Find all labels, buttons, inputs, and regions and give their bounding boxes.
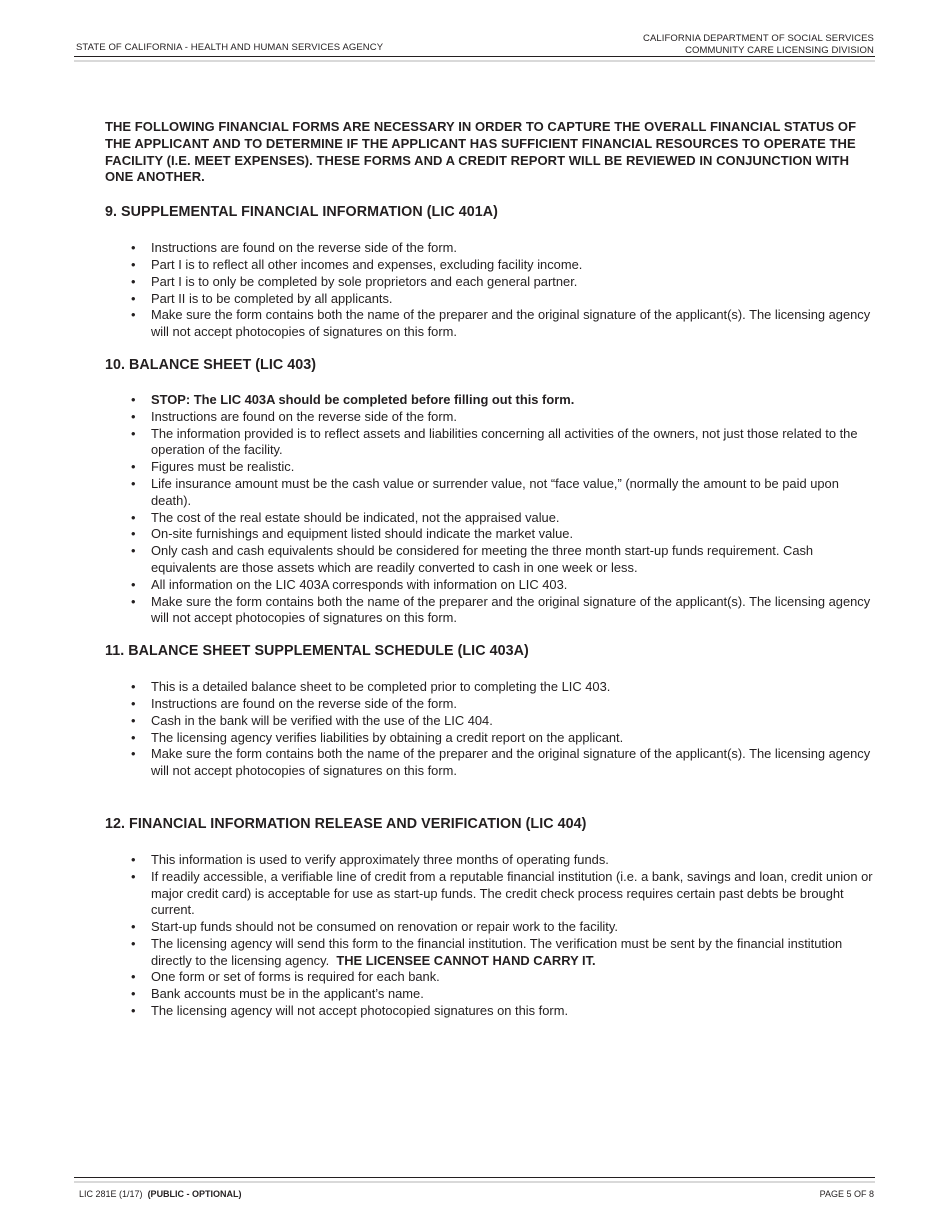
section-12-title: 12. FINANCIAL INFORMATION RELEASE AND VERIFICATION (LIC 404) xyxy=(105,815,587,832)
list-item: • Bank accounts must be in the applicant’s name. xyxy=(131,986,424,1002)
list-item: • Cash in the bank will be verified with the use of the LIC 404. xyxy=(131,712,493,728)
list-item: • Figures must be realistic. xyxy=(131,459,295,475)
list-item: • Make sure the form contains both the name of the preparer and the original signature of the applicant(s). The licensing agency will not accept photocopies of signatures on this form. xyxy=(131,593,871,626)
list-item: • This is a detailed balance sheet to be completed prior to completing the LIC 403. xyxy=(131,679,611,695)
footer-rule xyxy=(74,1177,875,1178)
list-item: • The cost of the real estate should be indicated, not the appraised value. xyxy=(131,509,560,525)
footer-form-id xyxy=(79,1189,242,1199)
section-10-title: 10. BALANCE SHEET (LIC 403) xyxy=(105,356,317,373)
list-item: • Start-up funds should not be consumed on renovation or repair work to the facility. xyxy=(131,919,618,935)
section-11-title: 11. BALANCE SHEET SUPPLEMENTAL SCHEDULE (LIC 403A) xyxy=(105,643,529,660)
hand-carry-warning: THE LICENSEE CANNOT HAND CARRY IT. xyxy=(336,952,596,968)
list-item: • The licensing agency will send this form to the financial institution. The verification must be sent by the financial institution directly to the licensing agency. THE LICENSEE CANNOT HAND CARRY IT. xyxy=(131,935,843,968)
list-item: • The licensing agency will not accept photocopied signatures on this form. xyxy=(131,1003,569,1019)
list-item: • Part II is to be completed by all applicants. xyxy=(131,290,393,306)
list-item: • STOP: The LIC 403A should be completed before filling out this form. xyxy=(131,391,575,407)
list-item: • This information is used to verify approximately three months of operating funds. xyxy=(131,851,609,867)
page-number: PAGE 5 OF 8 xyxy=(819,1189,874,1199)
document-body xyxy=(105,119,875,1020)
list-item: • Life insurance amount must be the cash value or surrender value, not “face value,” (normally the amount to be paid upon death). xyxy=(131,475,839,508)
form-number: LIC 281E (1/17) xyxy=(79,1189,143,1199)
header-department-name: CALIFORNIA DEPARTMENT OF SOCIAL SERVICES xyxy=(643,33,874,44)
list-item: • Instructions are found on the reverse side of the form. xyxy=(131,695,457,711)
form-visibility-tag: (PUBLIC - OPTIONAL) xyxy=(147,1189,242,1199)
list-item: • Instructions are found on the reverse side of the form. xyxy=(131,240,457,256)
header-agency: STATE OF CALIFORNIA - HEALTH AND HUMAN SERVICES AGENCY xyxy=(76,42,384,53)
section-9-list xyxy=(105,240,875,341)
section-12-list xyxy=(105,852,875,1020)
header-rule-shadow xyxy=(74,60,875,62)
list-item: • If readily accessible, a verifiable line of credit from a reputable financial institution (i.e. a bank, savings and loan, credit union or major credit card) is acceptable for use as start-up funds. The credit check process requires certain past debts be brought current. xyxy=(131,868,873,918)
list-item: • On-site furnishings and equipment listed should indicate the market value. xyxy=(131,526,574,542)
list-item: • Make sure the form contains both the name of the preparer and the original signature of the applicant(s). The licensing agency will not accept photocopies of signatures on this form. xyxy=(131,746,871,779)
list-item: • All information on the LIC 403A corresponds with information on LIC 403. xyxy=(131,576,568,592)
section-9-title: 9. SUPPLEMENTAL FINANCIAL INFORMATION (LIC 401A) xyxy=(105,204,498,221)
header-department xyxy=(643,33,874,56)
header-rule xyxy=(74,56,875,57)
section-10-list xyxy=(105,392,875,627)
list-item: • Only cash and cash equivalents should be considered for meeting the three month start-up funds requirement. Cash equivalents are those assets which are readily converted to cash in one week or less. xyxy=(131,543,814,575)
list-item: • The licensing agency verifies liabilities by obtaining a credit report on the applicant. xyxy=(131,729,624,745)
list-item: • Make sure the form contains both the name of the preparer and the original signature of the applicant(s). The licensing agency will not accept photocopies of signatures on this form. xyxy=(131,307,871,340)
list-item: • One form or set of forms is required for each bank. xyxy=(131,969,440,985)
header-division-name: COMMUNITY CARE LICENSING DIVISION xyxy=(685,44,874,56)
list-item: • Part I is to reflect all other incomes and expenses, excluding facility income. xyxy=(131,256,583,272)
intro-paragraph: THE FOLLOWING FINANCIAL FORMS ARE NECESSARY IN ORDER TO CAPTURE THE OVERALL FINANCIAL STATUS OF THE APPLICANT AND TO DETERMINE IF THE APPLICANT HAS SUFFICIENT FINANCIAL RESOURCES TO OPERATE THE FACILITY (I.E. MEET EXPENSES). THESE FORMS AND A CREDIT REPORT WILL BE REVIEWED IN CONJUNCTION WITH ONE ANOTHER. xyxy=(105,119,857,185)
list-item: • Instructions are found on the reverse side of the form. xyxy=(131,408,457,424)
section-11-list xyxy=(105,679,875,780)
list-item: • Part I is to only be completed by sole proprietors and each general partner. xyxy=(131,273,578,289)
list-item: • The information provided is to reflect assets and liabilities concerning all activities of the owners, not just those related to the operation of the facility. xyxy=(131,425,858,458)
footer-rule-shadow xyxy=(74,1181,875,1183)
